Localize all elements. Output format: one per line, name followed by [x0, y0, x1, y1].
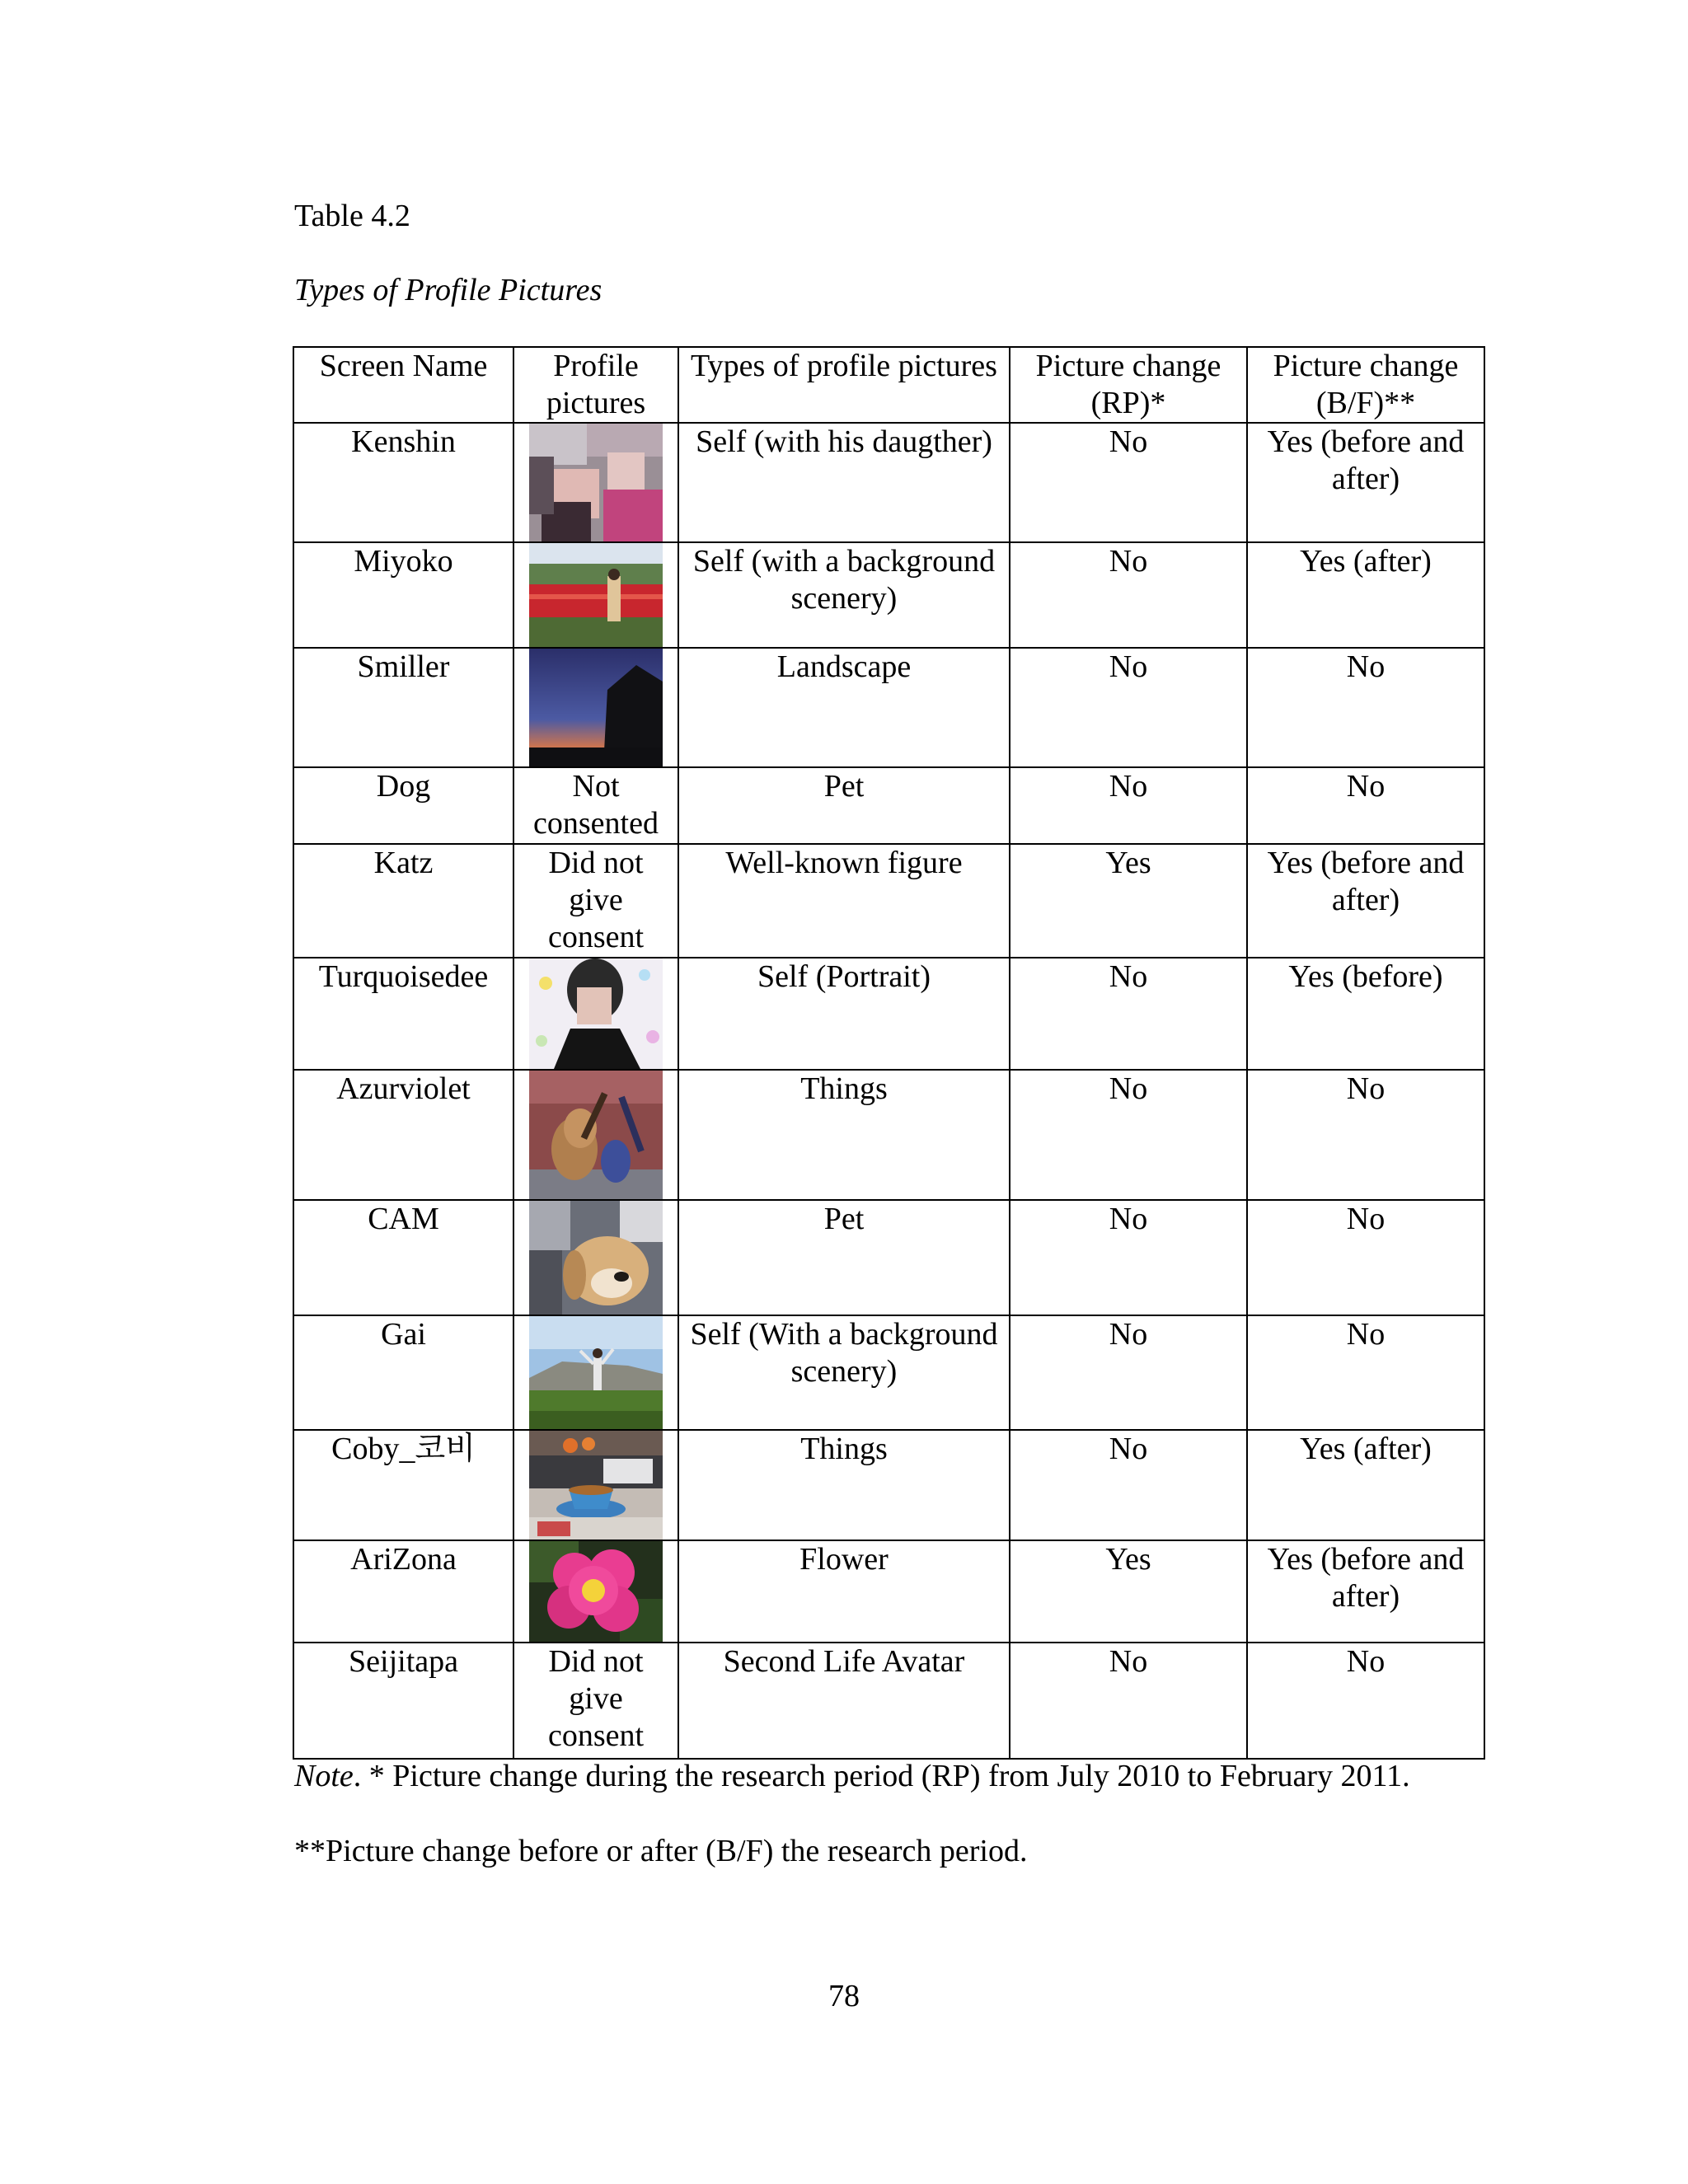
- header-screen-name: Screen Name: [293, 347, 513, 423]
- cell-picture-change-bf: No: [1247, 1070, 1484, 1200]
- cell-screen-name: Coby_코비: [293, 1430, 513, 1540]
- cell-picture-change-rp: No: [1010, 1070, 1247, 1200]
- page-number: 78: [828, 1979, 860, 2013]
- note-label: Note: [294, 1759, 354, 1793]
- profile-photo-self-with-scenery: [529, 543, 663, 647]
- cell-screen-name: Dog: [293, 767, 513, 844]
- cell-picture-change-bf: Yes (before and after): [1247, 1540, 1484, 1643]
- cell-picture-type: Well-known figure: [678, 844, 1010, 958]
- cell-profile-picture: [513, 1430, 678, 1540]
- cell-picture-type: Self (with a background scenery): [678, 542, 1010, 648]
- cell-picture-change-bf: Yes (before): [1247, 958, 1484, 1070]
- cell-profile-picture: [513, 1200, 678, 1315]
- cell-picture-type: Landscape: [678, 648, 1010, 767]
- cell-screen-name: Smiller: [293, 648, 513, 767]
- profile-photo-portrait: [529, 958, 663, 1069]
- cell-picture-change-rp: No: [1010, 423, 1247, 542]
- cell-picture-change-rp: No: [1010, 1200, 1247, 1315]
- table-row: [293, 542, 1484, 648]
- cell-picture-change-rp: No: [1010, 542, 1247, 648]
- profile-photo-landscape: [529, 649, 663, 766]
- table-row: [293, 1315, 1484, 1430]
- cell-screen-name: Seijitapa: [293, 1643, 513, 1759]
- cell-picture-change-bf: No: [1247, 767, 1484, 844]
- cell-profile-picture: [513, 423, 678, 542]
- profile-photo-things: [529, 1071, 663, 1199]
- profile-photo-self-with-scenery: [529, 1316, 663, 1429]
- header-picture-change-bf: Picture change (B/F)**: [1247, 347, 1484, 423]
- cell-picture-type: Second Life Avatar: [678, 1643, 1010, 1759]
- cell-profile-picture: [513, 1070, 678, 1200]
- cell-picture-change-rp: Yes: [1010, 1540, 1247, 1643]
- cell-picture-change-bf: No: [1247, 1643, 1484, 1759]
- cell-profile-picture: [513, 648, 678, 767]
- cell-picture-type: Things: [678, 1430, 1010, 1540]
- table-row: [293, 648, 1484, 767]
- cell-screen-name: Gai: [293, 1315, 513, 1430]
- table-row: [293, 423, 1484, 542]
- cell-profile-picture: [513, 1540, 678, 1643]
- cell-profile-picture: Did not give consent: [513, 1643, 678, 1759]
- profile-photo-flower: [529, 1541, 663, 1642]
- cell-picture-change-bf: No: [1247, 648, 1484, 767]
- cell-picture-type: Things: [678, 1070, 1010, 1200]
- cell-picture-change-bf: No: [1247, 1315, 1484, 1430]
- cell-picture-change-rp: No: [1010, 767, 1247, 844]
- cell-picture-change-bf: Yes (before and after): [1247, 844, 1484, 958]
- cell-picture-change-rp: No: [1010, 1643, 1247, 1759]
- table-row: [293, 1070, 1484, 1200]
- cell-picture-change-rp: No: [1010, 1430, 1247, 1540]
- cell-screen-name: Miyoko: [293, 542, 513, 648]
- cell-screen-name: Turquoisedee: [293, 958, 513, 1070]
- header-picture-change-rp: Picture change (RP)*: [1010, 347, 1247, 423]
- profile-pictures-table: [293, 346, 1485, 1760]
- cell-profile-picture: Not consented: [513, 767, 678, 844]
- cell-picture-change-rp: No: [1010, 1315, 1247, 1430]
- table-row: [293, 767, 1484, 844]
- cell-picture-type: Self (With a background scenery): [678, 1315, 1010, 1430]
- cell-profile-picture: [513, 1315, 678, 1430]
- table-row: [293, 1540, 1484, 1643]
- table-row: [293, 1643, 1484, 1759]
- cell-picture-type: Pet: [678, 1200, 1010, 1315]
- cell-picture-change-rp: No: [1010, 648, 1247, 767]
- cell-screen-name: Kenshin: [293, 423, 513, 542]
- table-note: [294, 1758, 1410, 1794]
- table-row: [293, 958, 1484, 1070]
- profile-photo-things: [529, 1431, 663, 1540]
- table-title: Types of Profile Pictures: [294, 273, 603, 307]
- cell-picture-change-bf: Yes (before and after): [1247, 423, 1484, 542]
- table-note-second: **Picture change before or after (B/F) the research period.: [294, 1834, 1028, 1868]
- cell-screen-name: Azurviolet: [293, 1070, 513, 1200]
- cell-picture-change-bf: No: [1247, 1200, 1484, 1315]
- table-row: [293, 1430, 1484, 1540]
- table-row: [293, 1200, 1484, 1315]
- cell-picture-change-rp: No: [1010, 958, 1247, 1070]
- cell-picture-change-bf: Yes (after): [1247, 1430, 1484, 1540]
- cell-picture-change-bf: Yes (after): [1247, 542, 1484, 648]
- cell-picture-type: Self (with his daugther): [678, 423, 1010, 542]
- table-header-row: [293, 347, 1484, 423]
- cell-picture-type: Flower: [678, 1540, 1010, 1643]
- note-text: . * Picture change during the research period (RP) from July 2010 to February 2011.: [353, 1759, 1410, 1793]
- cell-picture-type: Pet: [678, 767, 1010, 844]
- header-profile-pictures: Profile pictures: [513, 347, 678, 423]
- cell-screen-name: Katz: [293, 844, 513, 958]
- cell-screen-name: AriZona: [293, 1540, 513, 1643]
- cell-picture-change-rp: Yes: [1010, 844, 1247, 958]
- profile-photo-self-with-daughter: [529, 424, 663, 541]
- cell-profile-picture: Did not give consent: [513, 844, 678, 958]
- cell-profile-picture: [513, 542, 678, 648]
- table-label: Table 4.2: [294, 199, 410, 233]
- profile-photo-pet: [529, 1201, 663, 1315]
- cell-profile-picture: [513, 958, 678, 1070]
- cell-picture-type: Self (Portrait): [678, 958, 1010, 1070]
- table-row: [293, 844, 1484, 958]
- header-types-of-profile-pictures: Types of profile pictures: [678, 347, 1010, 423]
- cell-screen-name: CAM: [293, 1200, 513, 1315]
